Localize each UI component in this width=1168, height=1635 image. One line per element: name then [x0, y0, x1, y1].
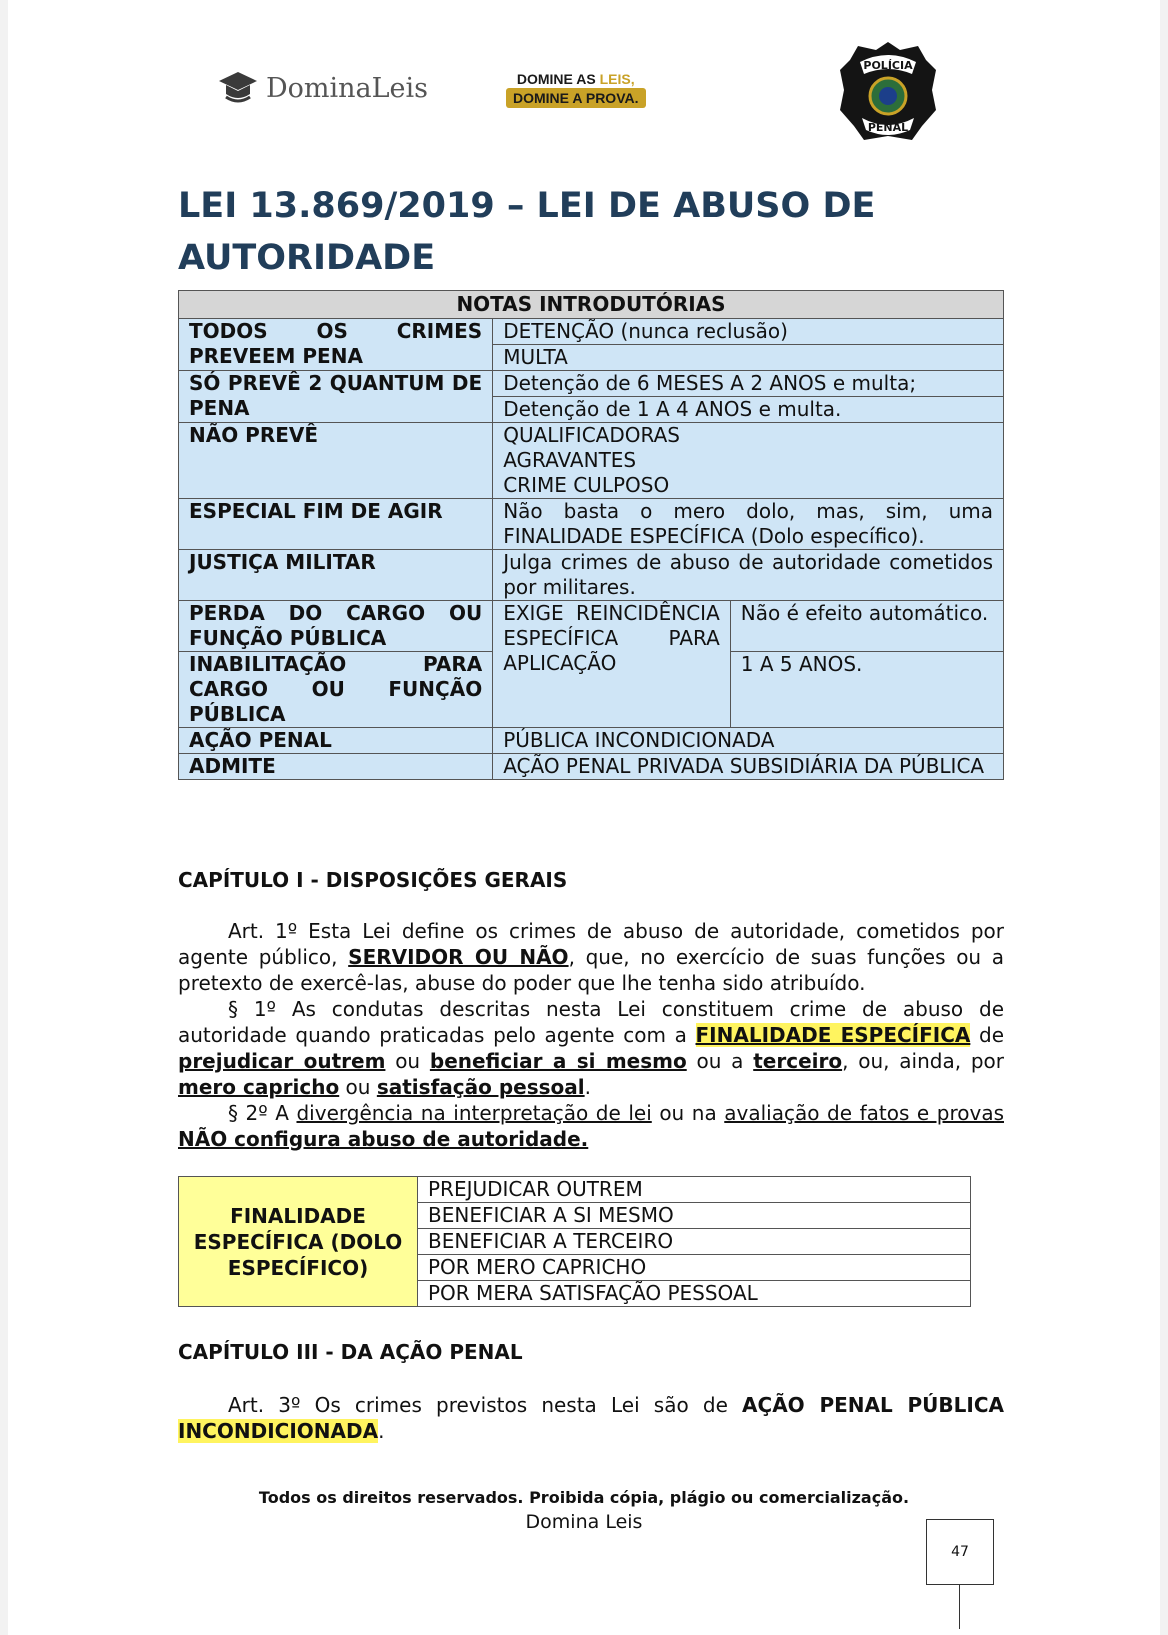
list-item: BENEFICIAR A SI MESMO	[418, 1203, 971, 1229]
list-item: POR MERA SATISFAÇÃO PESSOAL	[418, 1281, 971, 1307]
text-segment: Art. 1º Esta Lei define os crimes de abuso de autoridade, cometidos por agente público,	[178, 919, 1004, 969]
text-bold: AÇÃO PENAL PÚBLICA	[742, 1393, 1004, 1417]
table-row	[179, 728, 1004, 754]
row-label: INABILITAÇÃO PARA CARGO OU FUNÇÃO PÚBLICA	[179, 652, 493, 728]
row-value	[493, 423, 1004, 499]
row-value: Detenção de 1 A 4 ANOS e multa.	[493, 397, 1004, 423]
paragraph-2	[178, 1100, 1004, 1152]
row-value: MULTA	[493, 345, 1004, 371]
footer-rights: Todos os direitos reservados. Proibida cópia, plágio ou comercialização.	[258, 1488, 910, 1507]
row-value: PÚBLICA INCONDICIONADA	[493, 728, 1004, 754]
page-title: LEI 13.869/2019 – LEI DE ABUSO DE AUTORIDADE	[178, 186, 876, 278]
row-value: Julga crimes de abuso de autoridade cometidos por militares.	[493, 550, 1004, 601]
table-row	[179, 423, 1004, 499]
text-emphasis: NÃO configura abuso de autoridade.	[178, 1127, 589, 1151]
page-number-line	[959, 1584, 960, 1629]
text-segment: § 1º As condutas descritas nesta Lei constituem crime de abuso de autoridade quando praticadas pelo agente com a	[178, 997, 1004, 1047]
row-value: 1 A 5 ANOS.	[730, 652, 1003, 728]
slogan	[506, 70, 646, 108]
chapter-1-heading: CAPÍTULO I - DISPOSIÇÕES GERAIS	[178, 868, 568, 892]
table-row	[179, 601, 1004, 652]
page-number: 47	[926, 1519, 994, 1585]
row-label: ESPECIAL FIM DE AGIR	[179, 499, 493, 550]
table-row	[179, 1177, 971, 1203]
list-item: PREJUDICAR OUTREM	[418, 1177, 971, 1203]
finalidade-table	[178, 1176, 971, 1307]
chapter-1-body	[178, 918, 1004, 1152]
graduation-cap-icon	[218, 70, 258, 106]
row-label: SÓ PREVÊ 2 QUANTUM DE PENA	[179, 371, 493, 423]
brand-name: DominaLeis	[266, 72, 429, 104]
row-value: Não basta o mero dolo, mas, sim, uma FINALIDADE ESPECÍFICA (Dolo específico).	[493, 499, 1004, 550]
text-segment: § 2º A	[228, 1101, 297, 1125]
document-page	[8, 0, 1160, 1635]
row-label: AÇÃO PENAL	[179, 728, 493, 754]
text-emphasis: mero capricho	[178, 1075, 340, 1099]
text-segment: , que, no exercício de suas funções ou a pretexto de exercê-las, abuse do poder que lhe tenha sido atribuído.	[178, 945, 1005, 995]
text-segment: Art. 3º Os crimes previstos nesta Lei são de	[228, 1393, 743, 1417]
badge-top-text: POLÍCIA	[863, 59, 913, 72]
chapter-3-heading: CAPÍTULO III - DA AÇÃO PENAL	[178, 1340, 523, 1364]
text-emphasis: beneficiar a si mesmo	[429, 1049, 687, 1073]
list-item: CRIME CULPOSO	[503, 473, 670, 497]
text-emphasis: satisfação pessoal	[376, 1075, 585, 1099]
policia-penal-badge-icon	[838, 40, 938, 144]
text-underline: avaliação de fatos e provas	[724, 1101, 1004, 1125]
finalidade-label: FINALIDADE ESPECÍFICA (DOLO ESPECÍFICO)	[179, 1177, 418, 1307]
article-3	[178, 1392, 1004, 1444]
row-value: DETENÇÃO (nunca reclusão)	[493, 319, 1004, 345]
slogan-part2: LEIS,	[599, 71, 635, 87]
dominaleis-logo	[218, 70, 428, 106]
list-item: BENEFICIAR A TERCEIRO	[418, 1229, 971, 1255]
row-value: EXIGE REINCIDÊNCIA ESPECÍFICA PARA APLICAÇÃO	[493, 601, 731, 728]
table-row	[179, 754, 1004, 780]
table-row	[179, 371, 1004, 397]
footer-brand: Domina Leis	[525, 1511, 643, 1533]
row-label: JUSTIÇA MILITAR	[179, 550, 493, 601]
chapter-3-body	[178, 1392, 1004, 1444]
text-emphasis: terceiro	[753, 1049, 843, 1073]
text-segment: ou	[385, 1049, 430, 1073]
text-segment: ou na	[651, 1101, 725, 1125]
row-value: Detenção de 6 MESES A 2 ANOS e multa;	[493, 371, 1004, 397]
text-segment: ou	[339, 1075, 377, 1099]
text-segment: .	[584, 1075, 591, 1099]
list-item: POR MERO CAPRICHO	[418, 1255, 971, 1281]
row-value: Não é efeito automático.	[730, 601, 1003, 652]
table-row	[179, 319, 1004, 345]
badge-bottom-text: PENAL	[867, 121, 909, 134]
row-label: NÃO PREVÊ	[179, 423, 493, 499]
text-emphasis: prejudicar outrem	[178, 1049, 386, 1073]
article-1	[178, 918, 1004, 996]
paragraph-1	[178, 996, 1004, 1100]
list-item: AGRAVANTES	[503, 448, 637, 472]
text-emphasis: SERVIDOR OU NÃO	[348, 945, 569, 969]
text-segment: de	[970, 1023, 1005, 1047]
list-item: QUALIFICADORAS	[503, 423, 680, 447]
table-row	[179, 550, 1004, 601]
notes-heading: NOTAS INTRODUTÓRIAS	[179, 291, 1004, 319]
row-label: TODOS OS CRIMES PREVEEM PENA	[179, 319, 493, 371]
table-row	[179, 499, 1004, 550]
text-highlight: INCONDICIONADA	[178, 1419, 379, 1443]
row-label: ADMITE	[179, 754, 493, 780]
slogan-part1: DOMINE AS	[516, 71, 600, 87]
text-segment: , ou, ainda, por	[842, 1049, 1004, 1073]
row-label: PERDA DO CARGO OU FUNÇÃO PÚBLICA	[179, 601, 493, 652]
text-underline: divergência na interpretação de lei	[296, 1101, 652, 1125]
slogan-line2: DOMINE A PROVA.	[506, 88, 646, 108]
text-segment: .	[378, 1419, 385, 1443]
text-segment: ou a	[686, 1049, 754, 1073]
text-highlight: FINALIDADE ESPECÍFICA	[695, 1023, 971, 1047]
row-value: AÇÃO PENAL PRIVADA SUBSIDIÁRIA DA PÚBLICA	[493, 754, 1004, 780]
notes-table	[178, 290, 1004, 780]
